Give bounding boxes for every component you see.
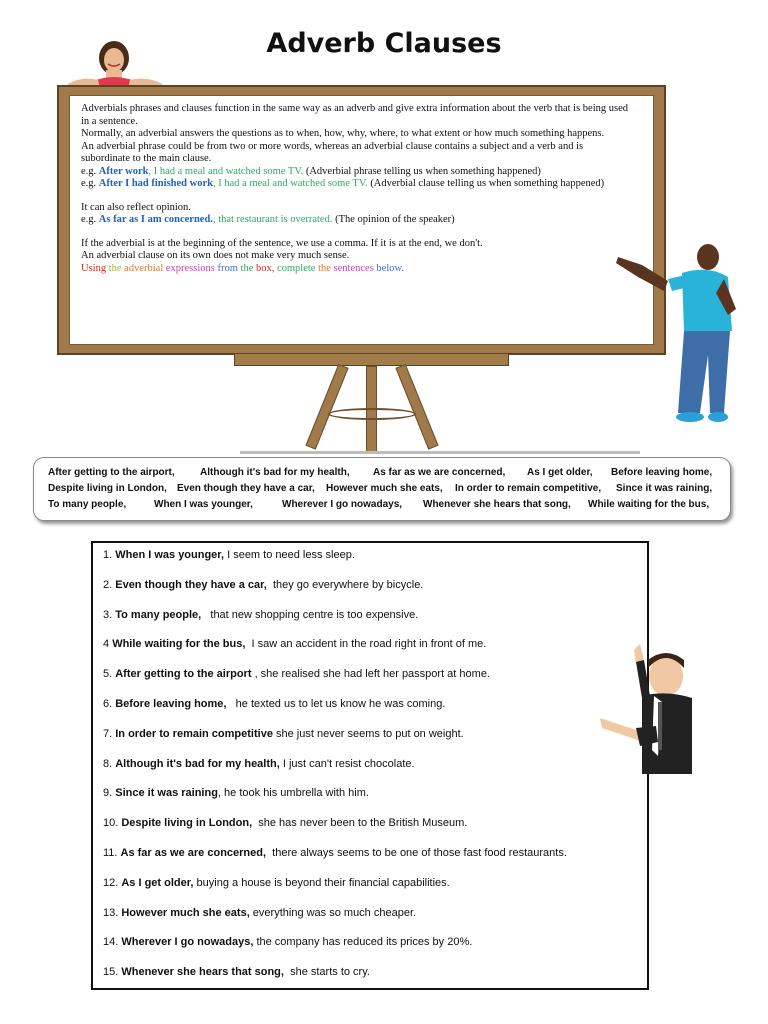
instruction-word: adverbial: [124, 262, 164, 274]
example-adverbial: As far as I am concerned.: [98, 214, 213, 225]
exercise-number: 1.: [103, 549, 116, 561]
page-title: Adverb Clauses: [266, 28, 502, 59]
exercise-number: 3.: [103, 608, 116, 621]
example-separator: ,: [212, 178, 219, 189]
intro-line: An adverbial phrase could be from two or more words, whereas an adverbial clause contains a subject and a verb and is subordinate to the main clause.: [81, 140, 584, 164]
exercise-adverbial: Since it was raining: [115, 787, 218, 800]
example-prefix: e.g.: [81, 178, 99, 189]
instruction-word: below.: [376, 262, 405, 274]
exercise-adverbial: Despite living in London,: [121, 817, 253, 830]
exercise-item: [103, 549, 355, 561]
exercise-item: [103, 907, 416, 919]
example-separator: ,: [148, 165, 154, 177]
exercise-sentence: she just never seems to put on weight.: [272, 727, 464, 740]
example-line: [81, 166, 633, 179]
exercise-number: 10.: [103, 817, 122, 830]
instruction-word: Using: [81, 262, 107, 274]
exercise-sentence: , he took his umbrella with him.: [217, 787, 369, 800]
exercise-adverbial: When I was younger,: [115, 549, 225, 561]
exercise-number: 4: [103, 638, 113, 651]
exercise-adverbial: Wherever I go nowadays,: [121, 936, 254, 949]
exercise-sentence: the company has reduced its prices by 20%.: [253, 936, 473, 949]
exercise-sentence: buying a house is beyond their financial capabilities.: [193, 876, 450, 889]
instruction-word: from: [217, 262, 238, 274]
pointing-man-icon: [612, 235, 742, 425]
exercise-number: 6.: [103, 698, 116, 710]
phrase-row: [48, 499, 709, 510]
exercise-adverbial: However much she eats,: [121, 906, 250, 919]
example-note: (The opinion of the speaker): [332, 214, 455, 225]
instruction-word: box,: [255, 262, 275, 274]
example-main-clause: I had a meal and watched some TV.: [153, 165, 304, 177]
example-main-clause: that restaurant is overrated.: [218, 214, 333, 225]
exercise-item: [103, 936, 472, 948]
phrase-box: [33, 457, 731, 521]
exercise-sentence: he texted us to let us know he was coming.: [226, 698, 446, 710]
instruction-word: complete: [276, 262, 316, 274]
exercise-item: [103, 579, 423, 591]
exercise-adverbial: As far as we are concerned,: [120, 847, 267, 859]
phrase-chip: Since it was raining,: [616, 483, 713, 494]
exercise-item: [103, 787, 369, 799]
phrase-chip: When I was younger,: [154, 499, 253, 510]
phrase-chip: Before leaving home,: [611, 467, 713, 478]
exercise-sentence: that new shopping centre is too expensive.: [201, 608, 419, 621]
example-main-clause: I had a meal and watched some TV.: [218, 178, 368, 189]
exercise-sentence: everything was so much cheaper.: [249, 906, 417, 919]
opinion-heading: It can also reflect opinion.: [81, 201, 191, 213]
exercise-number: 5.: [103, 668, 116, 681]
instruction-word: expressions: [165, 262, 215, 274]
exercise-item: [103, 758, 415, 770]
easel-leg: [395, 364, 438, 450]
example-prefix: e.g.: [81, 214, 99, 225]
example-adverbial: After work: [98, 165, 149, 177]
exercise-sentence: , she realised she had left her passport at home.: [251, 668, 490, 681]
example-separator: ,: [212, 214, 219, 225]
exercise-item: [103, 698, 445, 710]
phrase-chip: However much she eats,: [326, 483, 443, 494]
instruction-word: the: [318, 262, 331, 274]
phrase-chip: Despite living in London,: [48, 483, 167, 494]
example-adverbial: After I had finished work: [98, 178, 213, 189]
phrase-chip: After getting to the airport,: [48, 467, 175, 478]
exercise-item: [103, 847, 567, 859]
example-prefix: e.g.: [81, 165, 99, 177]
exercise-item: [103, 609, 418, 621]
example-note: (Adverbial clause telling us when something happened): [367, 178, 605, 189]
easel-ring: [328, 408, 416, 420]
exercise-number: 14.: [103, 936, 122, 949]
exercise-number: 2.: [103, 578, 116, 591]
phrase-chip: Wherever I go nowadays,: [282, 499, 403, 510]
intro-line: Adverbials phrases and clauses function in the same way as an adverb and give extra information about the verb that is being used in a sentence.: [81, 103, 628, 127]
instruction-word: sentences: [333, 262, 374, 274]
whiteboard-text: [81, 103, 633, 275]
phrase-chip: Whenever she hears that song,: [423, 499, 571, 510]
clause-note: An adverbial clause on its own does not make very much sense.: [81, 250, 350, 261]
phrase-row: [48, 467, 712, 478]
phrase-chip: Although it's bad for my health,: [200, 467, 350, 478]
phrase-chip: As far as we are concerned,: [373, 467, 506, 478]
phrase-row: [48, 483, 712, 494]
exercise-number: 12.: [103, 876, 122, 889]
intro-line: Normally, an adverbial answers the questions as to when, how, why, where, to what extent or how much something happens.: [81, 128, 605, 139]
exercise-item: [103, 638, 486, 650]
exercise-sentence: I just can't resist chocolate.: [279, 757, 415, 770]
exercise-number: 8.: [103, 757, 116, 770]
exercise-box: [91, 541, 649, 990]
exercise-adverbial: Even though they have a car,: [115, 578, 267, 591]
instruction-word: the: [108, 262, 122, 274]
floor-shadow: [240, 451, 640, 454]
exercise-adverbial: Whenever she hears that song,: [121, 966, 284, 979]
instruction-word: the: [240, 262, 254, 274]
easel-leg: [305, 364, 348, 450]
exercise-number: 11.: [103, 847, 121, 859]
phrase-chip: As I get older,: [527, 467, 593, 478]
example-line: [81, 178, 633, 191]
exercise-adverbial: Before leaving home,: [115, 698, 227, 710]
exercise-sentence: they go everywhere by bicycle.: [266, 578, 424, 591]
phrase-chip: While waiting for the bus,: [588, 499, 710, 510]
exercise-adverbial: To many people,: [115, 608, 202, 621]
instruction-line: [81, 263, 633, 276]
exercise-number: 13.: [103, 906, 122, 919]
opinion-example: [81, 214, 633, 227]
exercise-item: [103, 817, 467, 829]
phrase-chip: To many people,: [48, 499, 127, 510]
exercise-sentence: I seem to need less sleep.: [224, 549, 355, 561]
exercise-item: [103, 728, 464, 740]
board-tray: [234, 353, 509, 366]
exercise-sentence: she has never been to the British Museum.: [252, 817, 468, 830]
exercise-item: [103, 966, 370, 978]
exercise-adverbial: While waiting for the bus,: [112, 638, 246, 651]
exercise-number: 9.: [103, 787, 116, 800]
exercise-item: [103, 668, 490, 680]
example-note: (Adverbial phrase telling us when something happened): [303, 165, 541, 177]
exercise-item: [103, 877, 450, 889]
comma-rule: If the adverbial is at the beginning of the sentence, we use a comma. If it is at the end, we don't.: [81, 237, 483, 249]
businessman-icon: [596, 638, 696, 778]
exercise-number: 7.: [103, 727, 116, 740]
exercise-sentence: there always seems to be one of those fast food restaurants.: [266, 847, 567, 859]
exercise-number: 15.: [103, 966, 122, 979]
exercise-adverbial: Although it's bad for my health,: [115, 757, 280, 770]
phrase-chip: Even though they have a car,: [177, 483, 315, 494]
exercise-adverbial: As I get older,: [121, 876, 194, 889]
exercise-sentence: she starts to cry.: [283, 966, 370, 979]
phrase-chip: In order to remain competitive,: [455, 483, 602, 494]
exercise-sentence: I saw an accident in the road right in front of me.: [245, 638, 487, 651]
exercise-adverbial: After getting to the airport: [115, 668, 252, 681]
exercise-adverbial: In order to remain competitive: [115, 727, 273, 740]
